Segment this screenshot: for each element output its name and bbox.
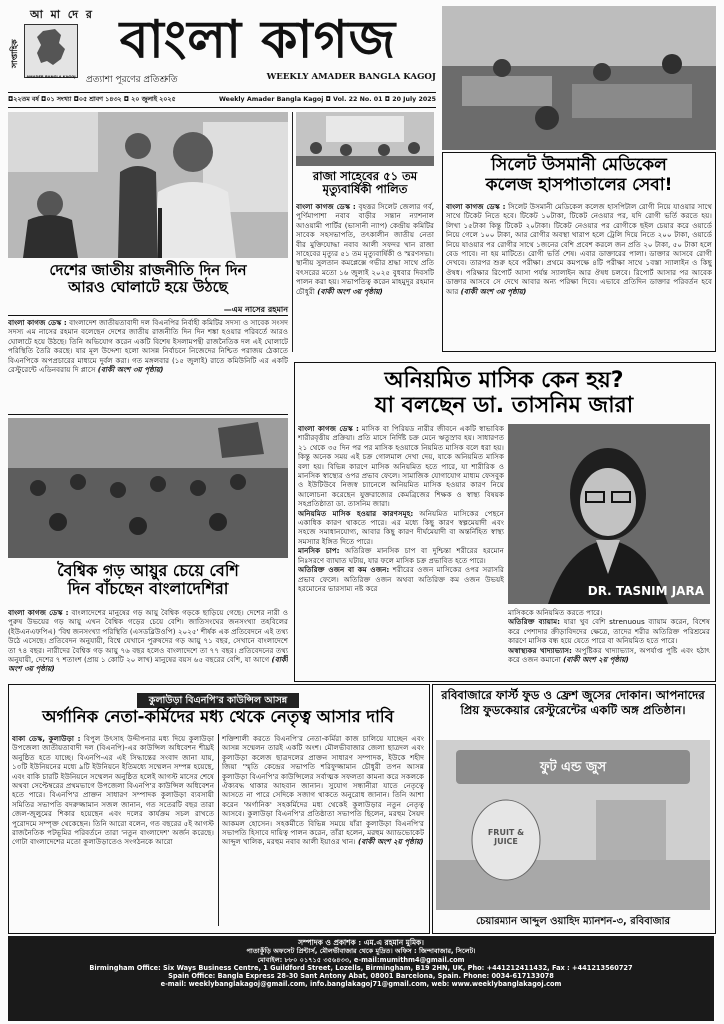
doctor-portrait-photo: [508, 424, 710, 604]
period-causes-body: অনিয়মিত মাসিকের পেছনে একাধিক কারণ থাকতে পারে। এর মধ্যে কিছু কারণ স্বল্পমেয়াদী এবং সহজে সমাধানযোগ্য, আবার কিছু কারণ দীর্ঘমেয়াদী বা অন্তর্নিহিত স্বাস্থ্য সমস্যার ইঙ্গিত দিতে পারে।: [298, 508, 504, 546]
politics-headline-line1: দেশের জাতীয় রাজনীতি দিন দিন: [49, 261, 247, 279]
raja-body: [296, 202, 434, 352]
masthead-title: বাংলা কাগজ: [119, 9, 397, 70]
speaker-photo: [8, 112, 288, 258]
period-exercise-title: অতিরিক্ত ব্যায়াম:: [508, 617, 560, 627]
period-diet-title: অস্বাস্থ্যকর খাদ্যাভ্যাস:: [508, 645, 572, 655]
hospital-continued: (বাকী অংশ ৩য় পৃষ্ঠায়): [460, 286, 527, 296]
politics-byline: —এম নাসের রহমান: [223, 305, 288, 314]
footer-spain-office: Spain Office: Bangla Express 28-30 Sant Antony Abat, 08001 Barcelona, Spain. Phone: 0034-617133078: [168, 972, 554, 981]
masthead-slogan: প্রত্যাশা পূরণের প্রতিশ্রুতি: [86, 75, 178, 85]
dateline-english: Weekly Amader Bangla Kagoj ◘ Vol. 22 No. 01 ◘ 20 July 2025: [218, 96, 436, 103]
lifespan-continued: (বাকী অংশ ৩য় পৃষ্ঠায়): [8, 655, 288, 674]
footer-editor: সম্পাদক ও প্রকাশক : এম.এ রহমান মুমিক।: [298, 938, 424, 947]
imprint-footer: [8, 936, 714, 1021]
period-continued: (বাকী অংশ ২য় পৃষ্ঠায়): [563, 655, 629, 665]
politics-headline-line2: আরও ঘোলাটে হয়ে উঠছে: [68, 278, 228, 297]
bangladesh-map-icon: [25, 25, 77, 71]
period-headline: [298, 368, 710, 419]
masthead: [8, 6, 436, 86]
lifespan-headline-line1: বৈশ্বিক গড় আয়ুর চেয়ে বেশি: [57, 561, 239, 580]
period-stress-title: মানসিক চাপ:: [298, 546, 340, 556]
lifespan-headline: [8, 562, 288, 599]
weekly-side-label: সাপ্তাহিক: [10, 39, 19, 69]
bnp-dateline: বাকা ডেস্ক, কুলাউড়া :: [12, 734, 81, 743]
hospital-headline-line1: সিলেট উসমানী মেডিকেল: [491, 155, 667, 175]
logo-caption: AMADER BANGLA KAGOJ: [26, 75, 76, 79]
raja-headline-line1: রাজা সাহেবের ৫১ তম: [312, 169, 418, 183]
dateline-bar: [8, 94, 436, 106]
politics-headline: [8, 262, 288, 297]
ad-headline: রবিবাজারে ফার্স্ট ফুড ও ফ্রেশ জুসের দোকান। আপনাদের প্রিয় ফুডকেয়ার রেস্টুরেন্টের একটি অঙ্গ প্রতিষ্ঠান।: [441, 688, 705, 717]
footer-email-web: e-mail: weeklybanglakagoj@gmail.com, info.banglakagoj71@gmail.com, web: www.weeklybanglakagoj.com: [160, 980, 562, 989]
memorial-event-photo: [296, 112, 434, 166]
period-weight-body: শরীরের ওজন মাসিকের ওপর সরাসরি প্রভাব ফেলে। অতিরিক্ত ওজন অথবা অতিরিক্ত কম ওজন উভয়ই হরমোনের ভারসাম্য নষ্ট করে: [298, 565, 504, 593]
masthead-logo: [24, 24, 78, 78]
footer-birmingham-office: Birmingham Office: Six Ways Business Centre, 1 Guildford Street, Lozells, Birmingham, B19 2HN, UK, Pho: +441212411432, Fax : +441213560727: [89, 963, 633, 972]
hospital-body: [446, 202, 712, 346]
dateline-bangla: ◘২২তম বর্ষ ◘০১ সংখ্যা ◘০৫ শ্রাবণ ১৪৩২ ◘ ২০ জুলাই ২০২৫: [8, 96, 176, 103]
period-right-lead: মাসিককে অনিয়মিত করতে পারে।: [508, 608, 603, 617]
lifespan-body-text: বাংলাদেশের মানুষের গড় আয়ু বৈশ্বিক গড়কে ছাড়িয়ে গেছে। দেশের নারী ও পুরুষ উভয়ের গড় আয়ু এখন বৈশ্বিক গড়ের চেয়ে বেশি। জাতিসংঘের জনসংখ্যা তহবিলের (ইউএনএফপিএ) 'বিশ্ব জনসংখ্যা পরিস্থিতি (এসডব্লিউওপি) ২০২৫' শীর্ষক এক প্রতিবেদনে এই তথ্য উঠে এসেছে। প্রতিবেদন অনুযায়ী, বিশ্বে যেখানে পুরুষদের গড় আয়ু ৭১ বছর, সেখানে বাংলাদেশে তা ৭৪ বছর। নারীদের বৈশ্বিক গড় আয়ু ৭৬ বছর হলেও বাংলাদেশে তা ৭৭ বছর। প্রতিবেদনের তথ্য অনুযায়ী, দেশের ৭ শতাংশ (প্রায় ১ কোটি ২০ লাখ) মানুষের বয়স ৬৫ বছরের বেশি, যা আগে: [8, 608, 288, 665]
masthead-top-label: আ মা দে র: [30, 8, 94, 21]
doctor-name-caption: DR. TASNIM JARA: [587, 584, 704, 598]
hospital-ward-photo: [442, 6, 716, 150]
period-diet-body: অপুষ্টিকর খাদ্যাভ্যাস, অপর্যাপ্ত পুষ্টি এবং হঠাৎ করে ওজন কমানো: [508, 645, 710, 665]
raja-dateline: বাংলা কাগজ ডেস্ক :: [296, 202, 356, 211]
hospital-headline-line2: কলেজ হাসপাতালের সেবা!: [485, 174, 673, 195]
bnp-continued: (বাকী অংশ ২য় পৃষ্ঠায়): [357, 837, 424, 847]
raja-body-text: বৃহত্তর সিলেট জেলার গর্ব, পুর্ণিমাপাশা নবাব বাড়ীর সন্তান ন্যাশনাল আওয়ামী পার্টির (ভাসানী ন্যাপ) কেন্দ্রীয় কমিটির সাবেক সহসভাপতি, তৎকালীন জাতীয় নেতা বীর মুক্তিযোদ্ধা নবাব আলী সফদর খান রাজা সাহেবের মৃত্যুর ৫১ তম মৃত্যুবার্ষিকী ও স্মরণসভা। স্থানীয় সুলতান কমপ্লেক্সে গভীর শ্রদ্ধা সাথে প্রতি বৎসরের মতো ১৬ জুলাই ২০২৫ বুধবার দিবসটি পালন করা হয়। সভাপতিত্ব করেন মাহমুদুর রহমান চৌধুরী: [296, 202, 434, 296]
period-dateline: বাংলা কাগজ ডেস্ক :: [298, 424, 359, 433]
hospital-headline: [446, 156, 712, 195]
lifespan-headline-line2: দিন বাঁচছেন বাংলাদেশিরা: [67, 579, 229, 599]
period-body-left: [298, 424, 504, 676]
period-headline-line2: যা বলছেন ডা. তাসনিম জারা: [374, 393, 634, 419]
bnp-kicker: [12, 688, 424, 704]
politics-body: [8, 318, 288, 410]
period-headline-line1: অনিয়মিত মাসিক কেন হয়?: [384, 368, 624, 393]
period-stress-body: অতিরিক্ত মানসিক চাপ বা দুশ্চিন্তা শরীরের হরমোন নিঃসরণে ব্যাঘাত ঘটায়, যার ফলে মাসিক চক্র প্রভাবিত হতে পারে।: [298, 546, 504, 565]
bnp-kicker-text: কুলাউড়া বিএনপি'র কাউন্সিল আসন্ন: [137, 693, 299, 708]
period-exercise-body: যারা খুব বেশি strenuous ব্যায়াম করেন, বিশেষ করে পেশাদার ক্রীড়াবিদদের ক্ষেত্রে, তাদের শরীর অতিরিক্ত পরিশ্রমের কারণে মাসিক বন্ধ হয়ে যেতে পারে বা অনিয়মিত হতে পারে।: [508, 617, 710, 646]
hospital-dateline: বাংলা কাগজ ডেস্ক :: [446, 202, 506, 211]
politics-body-text: বাংলাদেশ জাতীয়তাবাদী দল বিএনপির নির্বাহী কমিটির সদস্য ও সাবেক সংসদ সদস্য এম নাসের রহমান বলেছেন দেশের জাতীয় রাজনীতি দিন দিন শঙ্কা হওয়ার পরিবর্তে আরও ঘোলাটে হয়ে উঠছে। তিনি অভিযোগ করেন একটি বিশেষ ইসলামপন্থী রাজনৈতিক দল এই ঘোলাটে পরিস্থিতি তৈরি করছে। যার মূল উদ্দেশ্য হলো আসন্ন নির্বাচনে নিজেদের নিশ্চিত পরাজয় ঠেকাতে বিএনপিকে অপপ্রচারের মাধ্যমে দুর্বল করা। গত মঙ্গলবার (১৫ জুলাই) রাতে কমিউনিটি এর একটি রেস্টুরেন্টে এডিনবরায় দি প্লাসে: [8, 318, 288, 375]
footer-contact: মোবাইল: ৮৮০ ০১৭১৫ ৩৫৬৪৩৩, e-mail:mumithm4@gmail.com: [257, 955, 465, 964]
bnp-body-col2: [222, 734, 424, 928]
ad-cup-text: FRUIT & JUICE: [487, 828, 525, 846]
shop-interior-photo: [436, 740, 710, 910]
bnp-headline: অর্গানিক নেতা-কর্মিদের মধ্য থেকে নেতৃত্ব আসার দাবি: [42, 707, 394, 726]
bnp-col2-text: শক্তিশালী করতে বিএনপি'র নেতা-কর্মিরা কাজ চালিয়ে যাচ্ছেন এবং আসন্ন সম্মেলন তারই একটি অংশ। মৌলভীবাজার জেলা ছাত্রদল এবং কুলাউড়া কলেজ ছাত্রদলের প্রাক্তন সাধারণ সম্পাদক, ইউকে শহীদ জিয়া 'স্মৃতি কেন্দ্রের সভাপতি শরিফুজ্জামান চৌধুরী তপন আসন্ন কুলাউড়া বিএনপি'র কাউন্সিলের সর্বাত্মক সফলতা কামনা করে সকলকে ঐক্যবদ্ধ থাকার আহবান জানান। সুযোগ সন্ধানীরা যাতে নেতৃত্বে আসতে না পারে সেদিকে সজাগ থাকতে অনুরোধ জানান। তিনি আশা করেন 'অর্গানিক' সহকর্মিদের মধ্য থেকেই কুলাউড়ার নতুন নেতৃত্ব আসবে। কুলাউড়া বিএনপি'র প্রতিষ্ঠাতা সভাপতি ছিলেন, মরহুম সৈয়দ আকমল হোসেন। সহকর্মীতে বিভিন্ন সময়ে যাঁরা কুলাউড়া বিএনপি'র সভাপতি হিসাবে দায়িত্ব পালন করেন, তাঁরা হলেন, মরহুম অ্যাডভোকেট আব্দুল খালিক, মরহুম নবাব আলী ইয়াওর খান।: [222, 734, 424, 847]
raja-continued: (বাকী অংশ ৩য় পৃষ্ঠায়): [317, 286, 383, 296]
bnp-body-col1: [12, 734, 214, 928]
period-weight-title: অতিরিক্ত ওজন বা কম ওজন:: [298, 565, 390, 575]
raja-headline: [296, 170, 434, 196]
politics-continued: (বাকী অংশ ৩য় পৃষ্ঠায়): [97, 365, 164, 375]
politics-dateline: বাংলা কাগজ ডেস্ক :: [8, 318, 67, 327]
hospital-body-text: সিলেট উসমানী মেডিকেল কলেজ হাসপিটাল রোগী নিয়ে যাওয়ার সাথে সাথে টিকেট নিতে হবে। টিকেট ১০টাকা, টিকেট নেওয়ার পর, যদি রোগী ভর্তি করতে হয়। লিখা ১৫টাকা কিন্তু টিকেট ২০টাকা। টিকেট নেওয়ার পর রোগীকে ছইল চেয়ার করে ওয়ার্ডে নিয়ে গেলে ১০০ টাকা, আর রোগীর অবস্থা খারাপ হলে ট্রেলি দিয়ে নিতে ২০০ টাকা, ওয়ার্ডে নিয়ে যাওয়ার পর রোগীর সাথে ১জনের বেশি প্রবেশ করলে জন প্রতি ২০ টাকা, ৫০ টাকা হলে বেড পাবে। না হয় মাটিতে। রোগী ভর্তি শেষ। এবার ডাক্তারের পালা। ডাক্তার আসবে রোগী দেখবে। তারপর শুরু হবে পরীক্ষা। প্রথমে কমপক্ষে ৪টি পরীক্ষা সাথে ১বস্তা স্যালাইন ও কিছু ঔষধ। পরিক্ষার রিপোর্ট আসা পর্যন্ত স্যালাইন আর ঔষধ চলবে। রিপোর্ট আসার পর আবেক ডাক্তার আসবে সে দেখে আবার অন্য পরিক্ষা দিবে। এভাবে প্রতিদিন ডাক্তার পরিবর্তন হবে আর: [446, 202, 712, 296]
period-intro: মাসিক বা পিরিয়ড নারীর জীবনে একটি স্বাভাবিক শারীরবৃত্তীয় প্রক্রিয়া। প্রতি মাসে নির্দিষ্ট চক্র মেনে ঋতুস্রাব হয়। সাধারণত ২১ থেকে ৩৫ দিন পর পর মাসিক হওয়াকে নিয়মিত মাসিক বলে ধরা হয়। কিন্তু অনেক সময় এই চক্র গোলমাল দেখা দেয়, যাকে অনিয়মিত মাসিক বলা হয়। বিভিন্ন কারণে মাসিক অনিয়মিত হতে পারে, যা শারীরিক ও মানসিক স্বাস্থ্যের ওপর প্রভাব ফেলে। সামাজিক যোগাযোগ মাধ্যম ফেসবুক ও ইউটিউবে নিজস্ব চ্যানেলে অনিয়মিত মাসিক হওয়ার কারণ নিয়ে আলোচনা করেছেন যুক্তরাজ্যের কেমব্রিজের শিক্ষক ও স্বাস্থ্য বিষয়ক সহপ্রতিষ্ঠাতা ডা. তাসনিম জারা।: [298, 424, 504, 509]
lifespan-dateline: বাংলা কাগজ ডেস্ক :: [8, 608, 69, 617]
period-body-right: [508, 608, 710, 678]
lifespan-body: [8, 608, 288, 680]
raja-headline-line2: মৃত্যুবার্ষিকী পালিত: [322, 182, 408, 197]
period-causes-title: অনিয়মিত মাসিক হওয়ার কারণসমূহ:: [298, 508, 414, 518]
crowd-rally-photo: [8, 418, 288, 558]
bnp-col1-text: বিপুল উৎসাহ উদ্দীপনার মধ্য দিয়ে কুলাউড়া উপজেলা জাতীয়তাবাদী দল (বিএনপি)-এর কাউন্সিল অধিবেশন শীঘ্রই অনুষ্ঠিত হতে যাচ্ছে। বিএনপি-এর এই সিদ্ধান্তের সংবাদ জানা যায়, ১৩টি ইউনিয়নের মধ্যে ৯টি ইউনিয়নে ইতিমধ্যে সম্মেলন সম্পন্ন হয়েছে, এবং বাকি চারটি ইউনিয়নে সম্মেলন অনুষ্ঠিত হলেই আগস্ট মাসের শেষে অথবা সেপ্টেম্বরের প্রথমভাগে উপজেলা বিএনপি'র কাউন্সিল অধিবেশন হতে পারে। বিএনপি'র প্রাক্তন সাধারণ সম্পাদক কুলাউড়া ব্যবসায়ী সমিতির সভাপতি বদরুজ্জামান সজল জানান, গত সতেরটি বছর তারা জেল-জুলুমের শিকার হয়েছেন এবং দলের কার্যক্রম সচল রাখতে পুরোদমে সম্পৃক্ত থেকেছেন। তিনি আরো বলেন, গত বছরের ৫ই আগস্ট রাজনৈতিক পটভূমির পরিবর্তনে তারা 'নতুন বাংলাদেশ' অর্জন করেছে। গোটা বাংলাদেশের মতো কুলাউড়াতেও সংগঠনকে আরো: [12, 734, 214, 847]
ad-sign-text: ফুট এন্ড জুস: [539, 760, 607, 775]
ad-caption: চেয়ারম্যান আব্দুল ওয়াহিদ ম্যানশন-৩, রবিবাজার: [475, 916, 671, 927]
footer-printer: পাতাকুঁড়ি অফসেট প্রিন্টার্স, মৌলভীবাজার থেকে মুদ্রিত। অফিস : জিন্দাবাজার, সিলেট।: [246, 947, 476, 956]
masthead-english-title: WEEKLY AMADER BANGLA KAGOJ: [266, 72, 436, 82]
